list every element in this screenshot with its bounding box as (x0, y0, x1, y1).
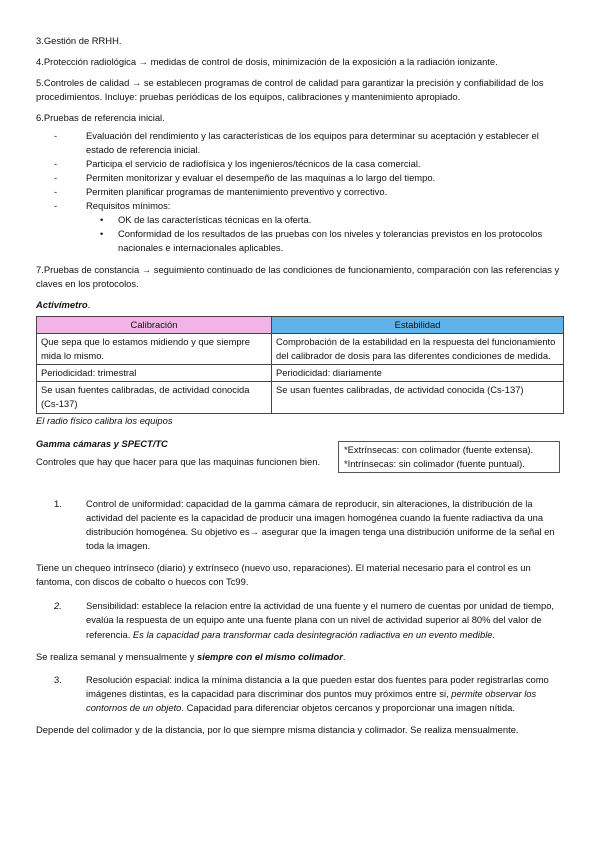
list-item: • Conformidad de los resultados de las pruebas con los niveles y tolerancias previstos en los protocolos nacionales e internacionales aplicables. (100, 228, 543, 254)
document-page (36, 34, 564, 744)
gamma-title: Gamma cámaras y SPECT/TC (36, 437, 168, 449)
list-item: 2. Sensibilidad: establece la relacion entre la actividad de una fuente y el numero de cuentas por unidad de tiempo, evalúa la respuesta de un equipo ante una fuente plana con un nivel de actividad superior al 80% del valor de referencia. Es la capacidad para transformar cada desintegración radiactiva en un evento medible. (54, 600, 555, 640)
list-item: • OK de las características técnicas en la oferta. (100, 214, 312, 226)
collimator-note-box (338, 441, 560, 473)
section-5: 5.Controles de calidad → se establecen programas de control de calidad para garantizar la precisión y confiabilidad de los procedimientos. Incluye: pruebas periódicas de los equipos, calibraciones y mantenimiento apropiado. (36, 77, 544, 103)
control-list-3 (36, 673, 564, 715)
table-cell: Se usan fuentes calibradas, de actividad conocida (Cs-137) (37, 382, 272, 413)
activimetro-table (36, 316, 564, 414)
section-4: 4.Protección radiológica → medidas de control de dosis, minimización de la exposición a la radiación ionizante. (36, 56, 498, 68)
table-note: El radio físico calibra los equipos (36, 414, 173, 426)
extrinsic-note: *Extrínsecas: con colimador (fuente extensa). (344, 443, 534, 455)
table-cell: Periodicidad: trimestral (37, 365, 272, 382)
intrinsic-note: *Intrínsecas: sin colimador (fuente puntual). (344, 457, 525, 469)
activimetro-heading: Activímetro. (36, 298, 91, 310)
table-cell: Periodicidad: diariamente (272, 365, 564, 382)
table-header-estabilidad: Estabilidad (272, 316, 564, 333)
list-item: - Permiten planificar programas de mantenimiento preventivo y correctivo. (54, 185, 388, 197)
table-cell: Se usan fuentes calibradas, de actividad conocida (Cs-137) (272, 382, 564, 413)
list-item: - Participa el servicio de radiofísica y los ingenieros/técnicos de la casa comercial. (54, 157, 421, 169)
table-cell: Que sepa que lo estamos midiendo y que siempre mida lo mismo. (37, 333, 272, 364)
table-row (37, 365, 564, 382)
list-item: 3. Resolución espacial: indica la mínima distancia a la que pueden estar dos fuentes para poder registrarlas como imágenes distintas, es la capacidad para discriminar dos puntos muy próximos entre si, permite observar los contornos de un objeto. Capacidad para diferenciar objetos cercanos y proporcionar una imagen nítida. (54, 673, 549, 713)
reference-test-list (36, 129, 564, 256)
control-list-1 (36, 497, 564, 553)
table-cell: Comprobación de la estabilidad en la respuesta del funcionamiento del calibrador de dosis para las diferentes condiciones de medida. (272, 333, 564, 364)
list-item: - Permiten monitorizar y evaluar el desempeño de las maquinas a lo largo del tiempo. (54, 171, 436, 183)
requirements-list (86, 213, 564, 255)
section-7: 7.Pruebas de constancia → seguimiento continuado de las condiciones de funcionamiento, comparación con las referencias y claves en los protocolos. (36, 263, 560, 289)
final-paragraph: Depende del colimador y de la distancia, por lo que siempre misma distancia y colimador. Se realiza mensualmente. (36, 724, 519, 736)
semanal-paragraph: Se realiza semanal y mensualmente y siempre con el mismo colimador. (36, 650, 346, 662)
table-row (37, 333, 564, 364)
list-item: 1. Control de uniformidad: capacidad de la gamma cámara de reproducir, sin alteraciones, la distribución de la actividad del paciente es la capacidad de producir una imagen homogénea cuando la fuente radiactiva da una distribución homogénea. Su objetivo es→ asegurar que la imagen tenga una distribución uniforme de la señal en toda la imagen. (54, 497, 555, 551)
gamma-intro: Controles que hay que hacer para que las maquinas funcionen bien. (36, 455, 321, 467)
control-list-2 (36, 599, 564, 641)
section-6: 6.Pruebas de referencia inicial. (36, 112, 165, 124)
table-header-calibracion: Calibración (37, 316, 272, 333)
list-item: - Requisitos mínimos: • OK de las características técnicas en la oferta. • Conformidad de los resultados de las pruebas con los niveles y tolerancias previstos en los protocolos nacionales e internacionales aplicables. (54, 199, 564, 255)
section-3: 3.Gestión de RRHH. (36, 35, 122, 46)
chequeo-paragraph: Tiene un chequeo intrínseco (diario) y extrínseco (nuevo uso, reparaciones). El material necesario para el control es un fantoma, con discos de cobalto o huecos con Tc99. (36, 562, 531, 588)
list-item: - Evaluación del rendimiento y las características de los equipos para determinar su aceptación y establecer el estado de referencia inicial. (54, 129, 539, 155)
table-row (37, 382, 564, 413)
gamma-section (36, 437, 564, 497)
